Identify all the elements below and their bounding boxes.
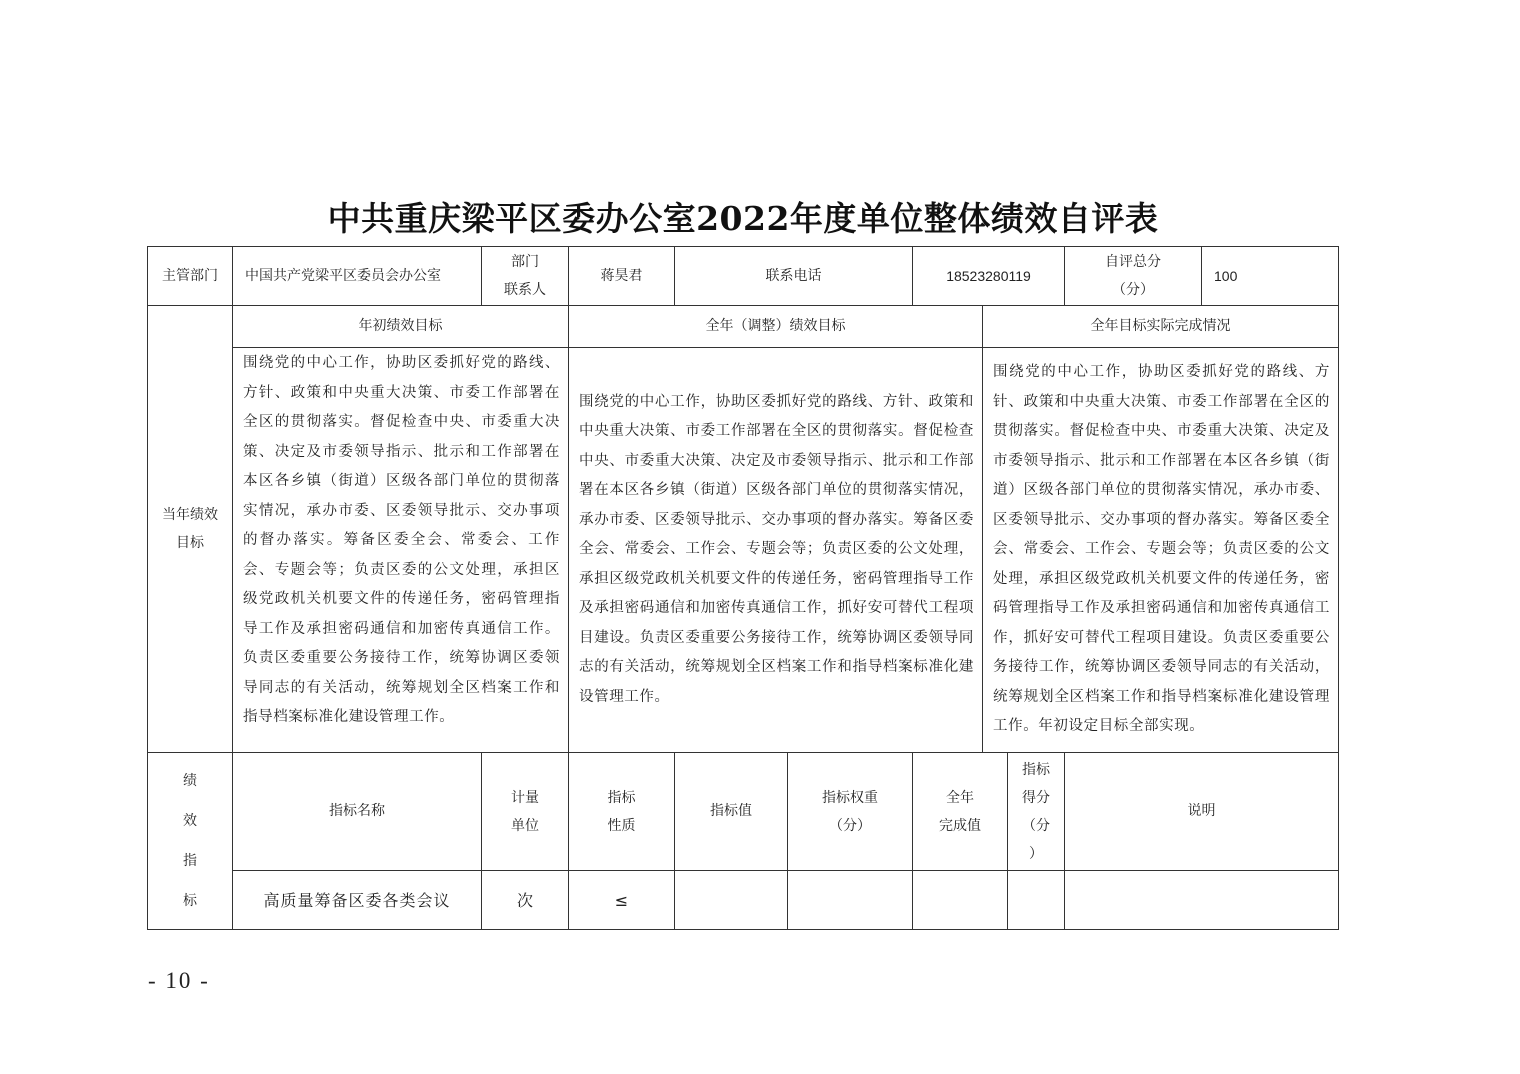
actual-completion-paragraph: 围绕党的中心工作，协助区委抓好党的路线、方针、政策和中央重大决策、市委工作部署在全区的贯彻落实。督促检查中央、市委重大决策、决定及市委领导指示、批示和工作部署在本区各乡镇（街道）区级各部门单位的贯彻落实情况，承办市委、区委领导批示、交办事项的督办落实。筹备区委全会、常委会、工作会、专题会等；负责区委的公文处理，承担区级党政机关机要文件的传递任务，密码管理指导工作及承担密码通信和加密传真通信工作，抓好安可替代工程项目建设。负责区委重要公务接待工作，统筹协调区委领导同志的有关活动，统筹规划全区档案工作和指导档案标准化建设管理工作。年初设定目标全部实现。 [993,364,1331,735]
dept-label: 主管部门 [148,247,233,306]
dept-value: 中国共产党梁平区委员会办公室 [233,247,482,306]
score-header-line3: （分 [1022,817,1050,834]
document-title: 中共重庆梁平区委办公室2022年度单位整体绩效自评表 [327,199,1159,238]
header-info-row [148,247,1339,306]
nature-header [569,753,675,871]
value-header: 指标值 [675,753,788,871]
weight-header-line2: （分） [829,817,871,834]
page-number: - 10 - [148,968,210,993]
nature-header-line1: 指标 [607,789,636,806]
score-cell [1008,871,1065,930]
score-label [1065,247,1202,306]
score-label-line2: （分） [1112,282,1155,298]
indicator-header-row [148,753,1339,871]
table-row [148,871,1339,930]
weight-cell [788,871,913,930]
weight-header-line1: 指标权重 [822,789,878,806]
performance-evaluation-table [147,246,1339,930]
score-label-line1: 自评总分 [1105,254,1162,270]
initial-goal-text [233,348,569,753]
goals-row-label-line2: 目标 [176,535,204,551]
phone-label: 联系电话 [675,247,913,306]
initial-goal-paragraph: 围绕党的中心工作，协助区委抓好党的路线、方针、政策和中央重大决策、市委工作部署在全区的贯彻落实。督促检查中央、市委重大决策、决定及市委领导指示、批示和工作部署在本区各乡镇（街道）区级各部门单位的贯彻落实情况，承办市委、区委领导批示、交办事项的督办落实。筹备区委全会、常委会、工作会、专题会等；负责区委的公文处理，承担区级党政机关机要文件的传递任务，密码管理指导工作及承担密码通信和加密传真通信工作。负责区委重要公务接待工作，统筹协调区委领导同志的有关活动，统筹规划全区档案工作和指导档案标准化建设管理工作。 [243,355,560,725]
weight-header [788,753,913,871]
actual-cell [913,871,1008,930]
indicators-label-char-4: 标 [183,893,197,909]
goals-row-label-line1: 当年绩效 [162,507,218,523]
initial-goal-header: 年初绩效目标 [233,306,569,348]
indicators-label-char-2: 效 [183,813,197,829]
score-header-line4: ） [1029,845,1043,862]
unit-cell: 次 [482,871,569,930]
note-header: 说明 [1065,753,1339,871]
contact-value: 蒋昊君 [569,247,675,306]
indicators-label-char-3: 指 [183,853,197,869]
contact-label [482,247,569,306]
goals-content-row [148,348,1339,753]
actual-header-line2: 完成值 [939,817,981,834]
contact-label-line2: 联系人 [504,282,546,298]
value-cell [675,871,788,930]
unit-header-line2: 单位 [511,817,539,834]
unit-header [482,753,569,871]
nature-cell: ≤ [569,871,675,930]
nature-header-line2: 性质 [607,817,636,834]
score-header-line2: 得分 [1022,789,1050,806]
actual-header [913,753,1008,871]
phone-value: 18523280119 [913,247,1065,306]
score-value: 100 [1202,247,1339,306]
actual-header-line1: 全年 [946,789,974,806]
score-header-line1: 指标 [1022,761,1050,778]
unit-header-line1: 计量 [511,789,539,806]
adjusted-goal-text [569,348,983,753]
adjusted-goal-paragraph: 围绕党的中心工作，协助区委抓好党的路线、方针、政策和中央重大决策、市委工作部署在全区的贯彻落实。督促检查中央、市委重大决策、决定及市委领导指示、批示和工作部署在本区各乡镇（街道）区级各部门单位的贯彻落实情况，承办市委、区委领导批示、交办事项的督办落实。筹备区委全会、常委会、工作会、专题会等；负责区委的公文处理，承担区级党政机关机要文件的传递任务，密码管理指导工作及承担密码通信和加密传真通信工作，抓好安可替代工程项目建设。负责区委重要公务接待工作，统筹协调区委领导同志的有关活动，统筹规划全区档案工作和指导档案标准化建设管理工作。 [579,393,974,705]
goals-row-label [148,306,233,753]
adjusted-goal-header: 全年（调整）绩效目标 [569,306,983,348]
score-header [1008,753,1065,871]
goals-header-row [148,306,1339,348]
indicator-name-cell: 高质量筹备区委各类会议 [233,871,482,930]
indicator-name-header: 指标名称 [233,753,482,871]
note-cell [1065,871,1339,930]
actual-completion-text [983,348,1339,753]
indicators-row-label [148,753,233,930]
actual-completion-header: 全年目标实际完成情况 [983,306,1339,348]
contact-label-line1: 部门 [511,254,539,270]
indicators-label-char-1: 绩 [183,773,197,789]
